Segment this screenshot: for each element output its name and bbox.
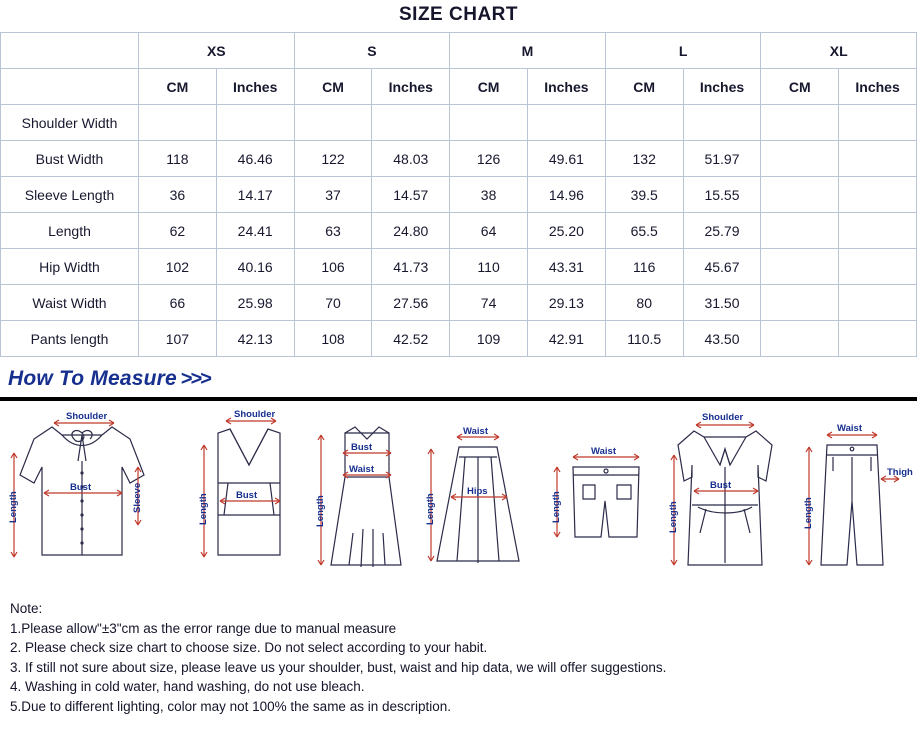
table-row	[1, 177, 917, 213]
cell: 109	[450, 321, 528, 357]
figure-label: Length	[550, 491, 562, 523]
cell: 36	[139, 177, 217, 213]
cell: 14.96	[527, 177, 605, 213]
cell: 70	[294, 285, 372, 321]
figure-label: Length	[424, 493, 436, 525]
cell: 108	[294, 321, 372, 357]
size-header-xs: XS	[139, 33, 295, 69]
cell: 66	[139, 285, 217, 321]
size-header-xl: XL	[761, 33, 917, 69]
cell	[839, 285, 917, 321]
cell: 51.97	[683, 141, 761, 177]
figure-label: Bust	[710, 480, 732, 491]
cell	[216, 105, 294, 141]
cell	[761, 285, 839, 321]
arrows-icon: >>>	[180, 368, 210, 390]
unit-header-cm-xl: CM	[761, 69, 839, 105]
figure-label: Waist	[349, 464, 375, 475]
cell: 38	[450, 177, 528, 213]
figure-label: Waist	[462, 426, 488, 437]
note-line-3: 3. If still not sure about size, please leave us your shoulder, bust, waist and hip data, we will offer suggestions.	[10, 659, 667, 675]
cell: 65.5	[605, 213, 683, 249]
table-unit-header-row	[1, 69, 917, 105]
cell: 110	[450, 249, 528, 285]
notes-section	[0, 591, 917, 716]
row-label: Waist Width	[1, 285, 139, 321]
unit-header-cm-m: CM	[450, 69, 528, 105]
cell	[761, 177, 839, 213]
figure-label: Length	[197, 493, 209, 525]
size-header-l: L	[605, 33, 761, 69]
cell	[294, 105, 372, 141]
cell	[139, 105, 217, 141]
table-row	[1, 141, 917, 177]
cell: 39.5	[605, 177, 683, 213]
how-to-measure-label: How To Measure	[8, 367, 177, 390]
unit-header-in-l: Inches	[683, 69, 761, 105]
figure-label: Bust	[351, 442, 373, 453]
unit-header-in-m: Inches	[527, 69, 605, 105]
cell	[761, 141, 839, 177]
cell	[372, 105, 450, 141]
cell: 24.80	[372, 213, 450, 249]
cell	[761, 105, 839, 141]
table-row	[1, 285, 917, 321]
how-to-measure-heading	[0, 367, 917, 397]
cell: 42.91	[527, 321, 605, 357]
figure-label: Shoulder	[66, 411, 108, 422]
unit-header-in-xs: Inches	[216, 69, 294, 105]
cell	[450, 105, 528, 141]
unit-header-in-s: Inches	[372, 69, 450, 105]
cell	[761, 321, 839, 357]
note-line-5: 5.Due to different lighting, color may not 100% the same as in description.	[10, 698, 451, 714]
row-label: Sleeve Length	[1, 177, 139, 213]
figure-coat	[658, 405, 793, 591]
cell: 74	[450, 285, 528, 321]
cell: 25.98	[216, 285, 294, 321]
cell	[761, 249, 839, 285]
cell: 122	[294, 141, 372, 177]
unit-header-cm-l: CM	[605, 69, 683, 105]
note-line-4: 4. Washing in cold water, hand washing, do not use bleach.	[10, 679, 365, 694]
figure-label: Length	[315, 495, 327, 527]
notes-heading: Note:	[10, 601, 43, 616]
figure-label: Hips	[466, 486, 488, 497]
cell: 49.61	[527, 141, 605, 177]
cell: 43.31	[527, 249, 605, 285]
cell: 107	[139, 321, 217, 357]
note-line-2: 2. Please check size chart to choose size. Do not select according to your habit.	[10, 640, 488, 655]
cell	[761, 213, 839, 249]
figure-label: Bust	[70, 482, 92, 493]
table-row	[1, 249, 917, 285]
figure-skirt	[419, 405, 537, 591]
cell: 62	[139, 213, 217, 249]
figure-label: Length	[802, 497, 814, 529]
size-chart-table	[0, 32, 917, 357]
cell: 80	[605, 285, 683, 321]
measurement-figures	[0, 401, 917, 591]
figure-dress	[305, 405, 417, 591]
unit-header-cm-s: CM	[294, 69, 372, 105]
unit-header-in-xl: Inches	[839, 69, 917, 105]
row-label: Shoulder Width	[1, 105, 139, 141]
figure-label: Waist	[590, 446, 616, 457]
cell: 15.55	[683, 177, 761, 213]
table-row	[1, 213, 917, 249]
cell: 40.16	[216, 249, 294, 285]
cell: 48.03	[372, 141, 450, 177]
cell: 46.46	[216, 141, 294, 177]
figure-label: Thigh	[886, 467, 913, 478]
table-size-header-row	[1, 33, 917, 69]
figure-label: Sleeve	[132, 482, 143, 513]
cell: 102	[139, 249, 217, 285]
row-label: Pants length	[1, 321, 139, 357]
cell: 106	[294, 249, 372, 285]
table-unit-corner-cell	[1, 69, 139, 105]
row-label: Length	[1, 213, 139, 249]
cell	[527, 105, 605, 141]
cell	[683, 105, 761, 141]
cell	[839, 321, 917, 357]
table-row	[1, 321, 917, 357]
unit-header-cm-xs: CM	[139, 69, 217, 105]
cell	[839, 141, 917, 177]
figure-blouse	[4, 405, 182, 591]
cell: 42.52	[372, 321, 450, 357]
cell: 110.5	[605, 321, 683, 357]
cell: 126	[450, 141, 528, 177]
note-line-1: 1.Please allow"±3"cm as the error range due to manual measure	[10, 620, 397, 636]
cell: 31.50	[683, 285, 761, 321]
cell: 29.13	[527, 285, 605, 321]
cell: 14.57	[372, 177, 450, 213]
cell: 14.17	[216, 177, 294, 213]
figure-shorts	[539, 405, 657, 591]
figure-pants	[795, 405, 913, 591]
figure-tank-top	[184, 405, 304, 591]
cell: 24.41	[216, 213, 294, 249]
figure-label: Shoulder	[702, 412, 744, 423]
row-label: Hip Width	[1, 249, 139, 285]
cell: 63	[294, 213, 372, 249]
table-row	[1, 105, 917, 141]
cell	[839, 213, 917, 249]
cell: 25.79	[683, 213, 761, 249]
table-corner-cell	[1, 33, 139, 69]
figure-label: Waist	[836, 423, 862, 434]
cell: 64	[450, 213, 528, 249]
cell: 132	[605, 141, 683, 177]
figure-label: Length	[8, 491, 19, 523]
cell: 43.50	[683, 321, 761, 357]
cell	[839, 105, 917, 141]
cell: 116	[605, 249, 683, 285]
figure-label: Bust	[235, 490, 257, 501]
figure-label: Shoulder	[233, 409, 275, 420]
cell: 37	[294, 177, 372, 213]
row-label: Bust Width	[1, 141, 139, 177]
cell: 41.73	[372, 249, 450, 285]
cell: 27.56	[372, 285, 450, 321]
cell: 42.13	[216, 321, 294, 357]
figure-label: Length	[668, 501, 680, 533]
size-header-s: S	[294, 33, 450, 69]
cell	[839, 177, 917, 213]
size-header-m: M	[450, 33, 606, 69]
cell	[839, 249, 917, 285]
cell	[605, 105, 683, 141]
cell: 118	[139, 141, 217, 177]
page-title: SIZE CHART	[399, 4, 518, 25]
cell: 45.67	[683, 249, 761, 285]
cell: 25.20	[527, 213, 605, 249]
